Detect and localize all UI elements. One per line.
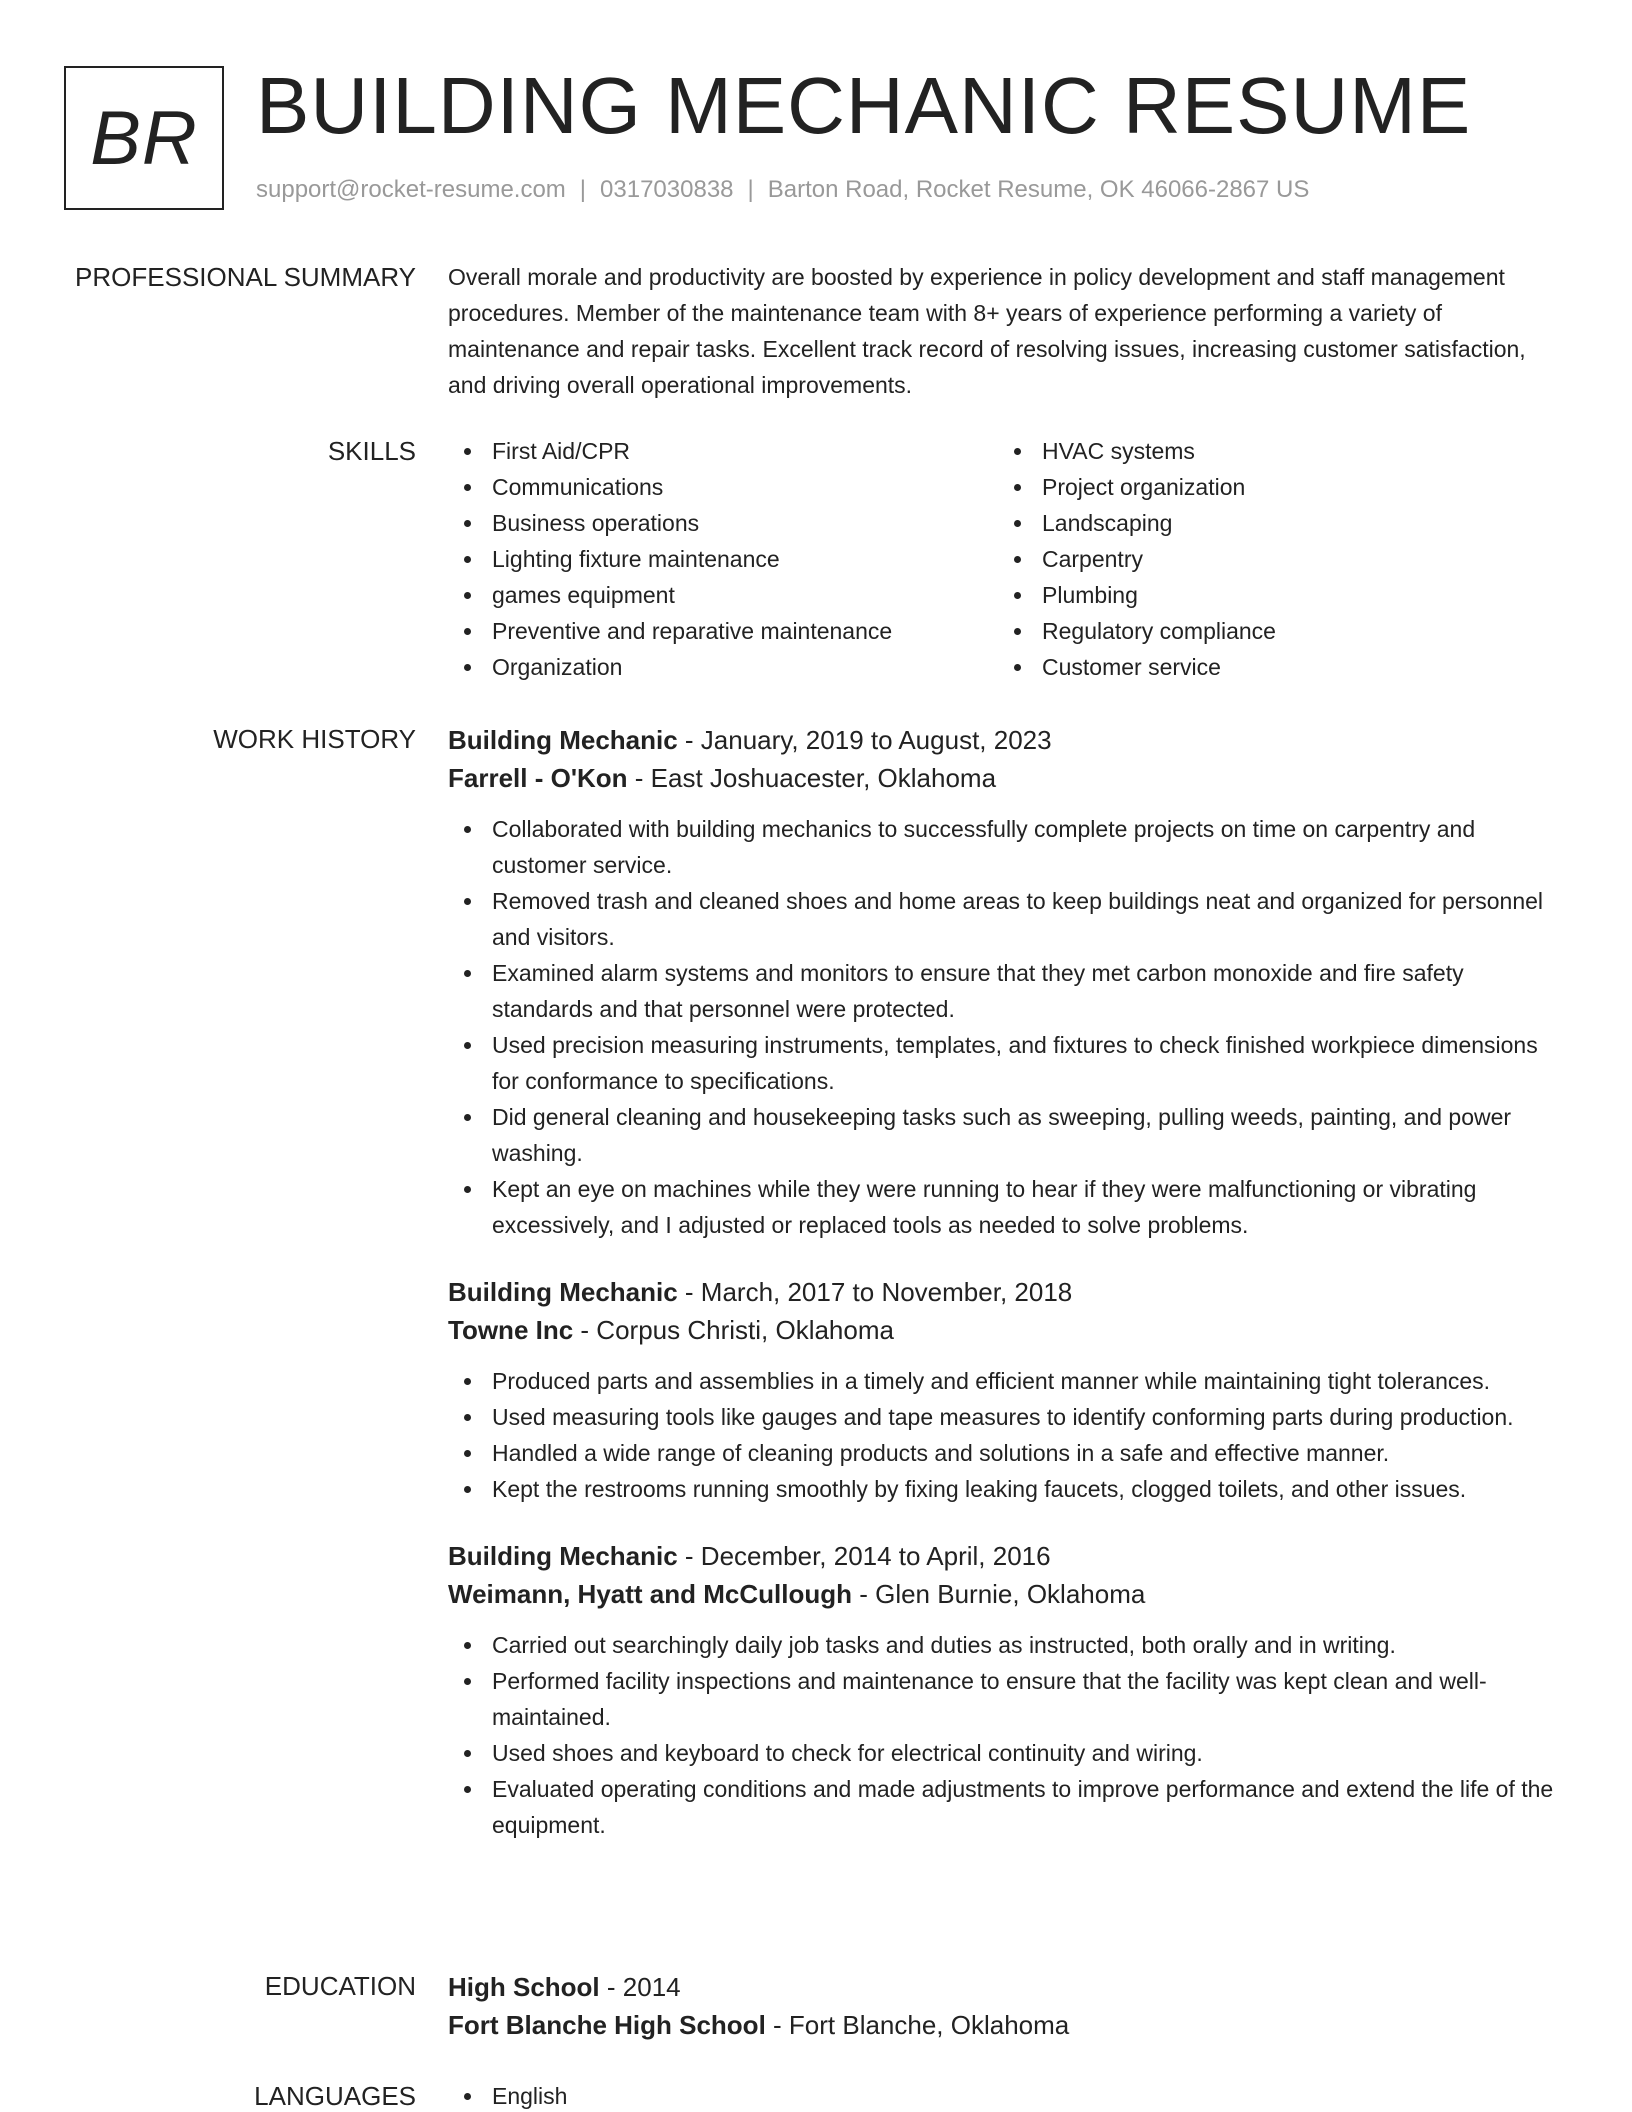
job-dates: - March, 2017 to November, 2018 [677,1277,1073,1307]
job-bullet: Used measuring tools like gauges and tape measures to identify conforming parts during production. [448,1399,1568,1435]
job-title: Building Mechanic [448,725,678,755]
job-bullet: Collaborated with building mechanics to successfully complete projects on time on carpentry and customer service. [448,811,1568,883]
job-company-line [448,1575,1568,1613]
job-bullet: Performed facility inspections and maintenance to ensure that the facility was kept clean and well-maintained. [448,1663,1568,1735]
education-school: Fort Blanche High School [448,2010,766,2040]
languages-list [448,2078,1568,2112]
job-bullet: Evaluated operating conditions and made adjustments to improve performance and extend the life of the equipment. [448,1771,1568,1843]
job-bullet: Kept an eye on machines while they were running to hear if they were malfunctioning or vibrating excessively, and I adjusted or replaced tools as needed to solve problems. [448,1171,1568,1243]
contact-phone[interactable]: 0317030838 [600,176,734,203]
skill-item: Communications [448,469,998,505]
section-label-summary: PROFESSIONAL SUMMARY [75,262,416,292]
job-title: Building Mechanic [448,1541,678,1571]
contact-separator: | [579,176,587,203]
job-title-line [448,1537,1568,1575]
language-item: English [448,2078,1568,2112]
education-year: - 2014 [599,1972,681,2002]
skill-item: Carpentry [998,541,1548,577]
job-company-line [448,1311,1568,1349]
job-location: - Glen Burnie, Oklahoma [851,1579,1146,1609]
job-bullet: Examined alarm systems and monitors to ensure that they met carbon monoxide and fire safety standards and that personnel were protected. [448,955,1568,1027]
section-label-languages: LANGUAGES [254,2081,416,2111]
skill-item: Business operations [448,505,998,541]
skill-item: Lighting fixture maintenance [448,541,998,577]
skill-item: Preventive and reparative maintenance [448,613,998,649]
contact-email[interactable]: support@rocket-resume.com [256,176,566,203]
job-company: Towne Inc [448,1315,574,1345]
job-title-line [448,721,1568,759]
job-dates: - December, 2014 to April, 2016 [677,1541,1051,1571]
job-dates: - January, 2019 to August, 2023 [677,725,1052,755]
job-bullet: Removed trash and cleaned shoes and home areas to keep buildings neat and organized for personnel and visitors. [448,883,1568,955]
job-location: - Corpus Christi, Oklahoma [573,1315,894,1345]
job-title: Building Mechanic [448,1277,678,1307]
job-bullet: Handled a wide range of cleaning products and solutions in a safe and effective manner. [448,1435,1568,1471]
job-bullets [448,811,1568,1243]
contact-separator: | [747,176,754,203]
skill-item: Plumbing [998,577,1548,613]
summary-text: Overall morale and productivity are boosted by experience in policy development and staff management procedures. Member of the maintenance team with 8+ years of experience performing a variety of maintenance and repair tasks. Excellent track record of resolving issues, increasing customer satisfaction, and driving overall operational improvements. [448,264,1526,398]
section-label-skills: SKILLS [327,436,416,466]
initials-text: BR [90,95,198,181]
skill-item: Customer service [998,649,1548,685]
job-bullets [448,1363,1568,1507]
skill-item: HVAC systems [998,433,1548,469]
education-degree: High School [448,1972,600,2002]
contact-address: Barton Road, Rocket Resume, OK 46066-2867 US [767,176,1310,203]
skill-item: Organization [448,649,998,685]
job-bullet: Did general cleaning and housekeeping tasks such as sweeping, pulling weeds, painting, and power washing. [448,1099,1568,1171]
job-company-line [448,759,1568,797]
resume-title: BUILDING MECHANIC RESUME [256,61,1472,150]
skill-item: Regulatory compliance [998,613,1548,649]
skill-item: Project organization [998,469,1548,505]
skills-list-right [998,433,1548,685]
section-label-work: WORK HISTORY [213,724,416,754]
skill-item: games equipment [448,577,998,613]
job-bullets [448,1627,1568,1843]
job-entry [448,1273,1568,1507]
job-bullet: Carried out searchingly daily job tasks and duties as instructed, both orally and in writing. [448,1627,1568,1663]
job-entry [448,721,1568,1243]
job-company: Weimann, Hyatt and McCullough [448,1579,852,1609]
job-location: - East Joshuacester, Oklahoma [627,763,997,793]
job-bullet: Produced parts and assemblies in a timely and efficient manner while maintaining tight tolerances. [448,1363,1568,1399]
initials-monogram [64,66,224,210]
resume-header [64,61,1568,210]
section-label-education: EDUCATION [264,1971,416,2001]
skills-list-left [448,433,998,685]
job-title-line [448,1273,1568,1311]
job-company: Farrell - O'Kon [448,763,628,793]
education-location: - Fort Blanche, Oklahoma [765,2010,1070,2040]
job-entry [448,1537,1568,1843]
skill-item: Landscaping [998,505,1548,541]
education-degree-line [448,1968,1568,2006]
skill-item: First Aid/CPR [448,433,998,469]
job-bullet: Used precision measuring instruments, templates, and fixtures to check finished workpiece dimensions for conformance to specifications. [448,1027,1568,1099]
education-school-line [448,2006,1568,2044]
contact-line [256,176,1309,204]
job-bullet: Used shoes and keyboard to check for electrical continuity and wiring. [448,1735,1568,1771]
job-bullet: Kept the restrooms running smoothly by fixing leaking faucets, clogged toilets, and other issues. [448,1471,1568,1507]
